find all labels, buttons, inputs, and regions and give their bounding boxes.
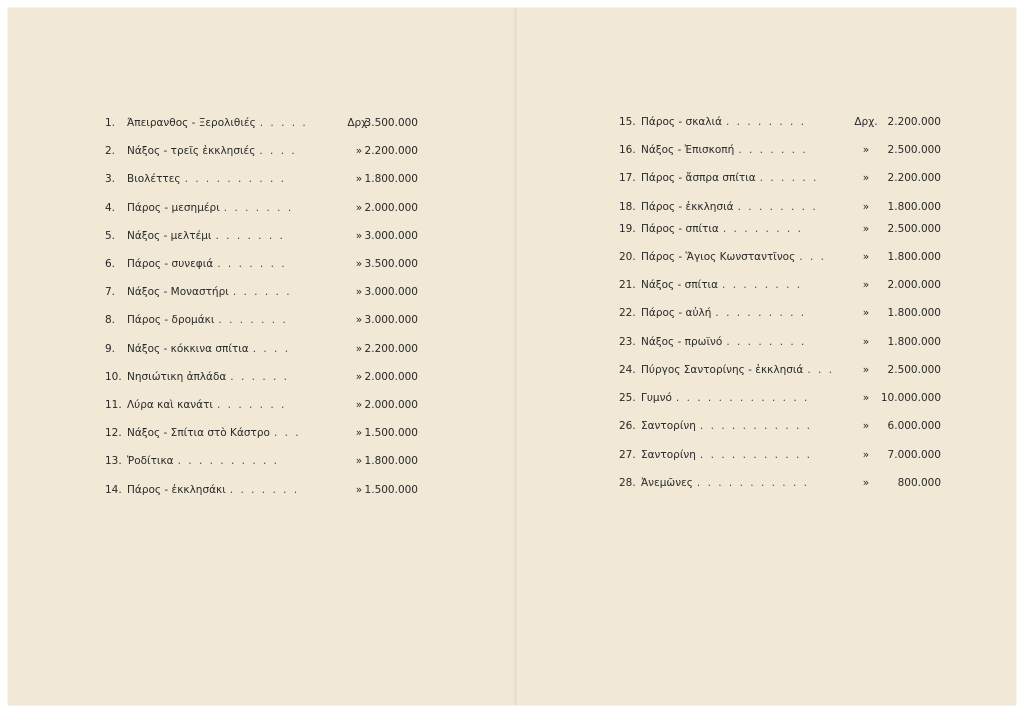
item-price: 2.500.000 — [887, 364, 941, 376]
dot-leader: . . . . . . . . — [722, 223, 803, 235]
item-price: 1.800.000 — [887, 251, 941, 263]
item-number: 2. — [105, 145, 116, 158]
item-number: 4. — [105, 201, 116, 214]
item-title — [641, 112, 806, 132]
item-price: 800.000 — [897, 477, 941, 489]
item-number: 24. — [619, 364, 636, 376]
currency-mark: » — [355, 455, 363, 468]
list-item — [105, 254, 450, 274]
item-title-text: Γυμνό — [641, 392, 672, 404]
item-title — [127, 169, 286, 189]
list-item — [105, 141, 450, 161]
item-title — [127, 480, 299, 500]
currency-mark: » — [355, 314, 363, 327]
item-title-text: Πάρος - μεσημέρι — [127, 201, 220, 214]
dot-leader: . . . . . . . . — [726, 336, 807, 348]
item-title-text: Πάρος - Ἅγιος Κωνσταντῖνος — [641, 251, 796, 263]
item-title-text: Νησιώτικη ἀπλάδα — [127, 370, 227, 383]
item-title-text: Νάξος - μελτέμι — [127, 229, 212, 242]
item-title — [127, 367, 289, 387]
currency-mark: » — [355, 342, 363, 355]
item-number: 22. — [619, 307, 636, 319]
list-item — [105, 282, 450, 302]
item-number: 9. — [105, 342, 116, 355]
item-price: 2.200.000 — [364, 342, 418, 355]
currency-mark: » — [862, 279, 870, 291]
currency-mark: » — [862, 172, 870, 184]
item-title-text: Ἀνεμῶνες — [641, 477, 693, 489]
item-title-text: Πάρος - αὐλή — [641, 307, 712, 319]
item-title-text: Νάξος - Μοναστήρι — [127, 286, 229, 299]
item-title-text: Νάξος - τρεῖς ἐκκλησιές — [127, 145, 256, 158]
item-title-text: Λύρα καὶ κανάτι — [127, 399, 213, 411]
item-price: 1.800.000 — [364, 455, 418, 468]
item-price: 2.000.000 — [364, 201, 418, 214]
item-title — [641, 388, 809, 408]
item-number: 25. — [619, 392, 636, 404]
item-price: 2.000.000 — [887, 279, 941, 291]
item-title — [127, 226, 285, 246]
item-price: 3.500.000 — [364, 117, 418, 129]
list-item — [619, 360, 964, 380]
item-price: 1.500.000 — [364, 427, 418, 440]
currency-mark: » — [862, 251, 870, 263]
dot-leader: . . . . . . . — [215, 229, 285, 242]
list-item — [619, 197, 964, 217]
item-price: 3.500.000 — [364, 258, 418, 270]
page-fold — [513, 8, 521, 705]
item-price: 2.000.000 — [364, 399, 418, 411]
currency-mark: » — [355, 145, 363, 158]
dot-leader: . . . . . . . . . . . — [699, 420, 812, 432]
item-title — [127, 395, 286, 415]
dot-leader: . . . . . . . . . . — [184, 173, 286, 186]
list-item — [619, 219, 964, 239]
item-price: 1.800.000 — [364, 173, 418, 186]
currency-mark: » — [862, 392, 870, 404]
item-price: 7.000.000 — [887, 449, 941, 461]
item-number: 13. — [105, 455, 122, 468]
item-number: 14. — [105, 483, 122, 496]
item-price: 1.800.000 — [887, 307, 941, 319]
item-number: 27. — [619, 449, 636, 461]
list-item — [619, 112, 964, 132]
item-title-text: Νάξος - σπίτια — [641, 279, 719, 291]
item-number: 23. — [619, 336, 636, 348]
item-title — [641, 140, 808, 160]
item-title-text: Σαντορίνη — [641, 420, 696, 432]
item-price: 2.500.000 — [887, 144, 941, 156]
dot-leader: . . . . . . . . . . . — [696, 477, 809, 489]
dot-leader: . . . . . . . — [223, 201, 294, 214]
list-item — [619, 247, 964, 267]
dot-leader: . . . . . . . — [218, 314, 288, 327]
currency-mark: » — [862, 307, 870, 319]
item-number: 5. — [105, 229, 116, 242]
item-price: 2.200.000 — [887, 172, 941, 184]
item-title-text: Ῥοδίτικα — [127, 455, 174, 468]
item-title-text: Νάξος - Ἐπισκοπή — [641, 144, 735, 156]
dot-leader: . . . — [807, 364, 835, 376]
currency-mark: » — [355, 483, 363, 496]
item-price: 2.200.000 — [364, 145, 418, 158]
list-item — [105, 480, 450, 500]
item-title — [641, 275, 802, 295]
list-item — [619, 303, 964, 323]
item-title — [641, 168, 818, 188]
currency-mark: » — [862, 420, 870, 432]
dot-leader: . . . . . — [259, 117, 308, 129]
list-item — [105, 198, 450, 218]
list-item — [619, 332, 964, 352]
item-number: 3. — [105, 173, 116, 186]
item-title-text: Νάξος - Σπίτια στὸ Κάστρο — [127, 427, 270, 440]
item-title-text: Άπειρανθος - Ξερολιθιές — [127, 117, 256, 129]
item-title-text: Νάξος - πρωϊνό — [641, 336, 723, 348]
item-title-text: Πάρος - σπίτια — [641, 223, 719, 235]
item-number: 28. — [619, 477, 636, 489]
item-title-text: Πάρος - ἐκκλησιά — [641, 201, 734, 213]
item-title — [127, 451, 279, 471]
item-price: 3.000.000 — [364, 314, 418, 327]
currency-mark: » — [355, 229, 363, 242]
currency-mark: Δρχ. — [347, 117, 371, 129]
list-item — [619, 388, 964, 408]
item-title — [641, 360, 834, 380]
dot-leader: . . . . — [252, 342, 291, 355]
item-number: 15. — [619, 116, 636, 128]
list-item — [105, 339, 450, 359]
item-title — [127, 423, 301, 443]
item-price: 10.000.000 — [880, 392, 941, 404]
dot-leader: . . . . . . . . . . . . . — [675, 392, 810, 404]
list-item — [105, 226, 450, 246]
list-item — [105, 113, 450, 133]
item-title — [127, 339, 290, 359]
currency-mark: » — [862, 223, 870, 235]
item-number: 8. — [105, 314, 116, 327]
item-title — [641, 416, 812, 436]
list-item — [105, 367, 450, 387]
item-number: 12. — [105, 427, 122, 440]
currency-mark: » — [355, 258, 363, 270]
dot-leader: . . . — [273, 427, 301, 440]
currency-mark: » — [862, 449, 870, 461]
list-item — [619, 445, 964, 465]
list-item — [619, 168, 964, 188]
list-item — [105, 451, 450, 471]
item-title — [641, 332, 806, 352]
dot-leader: . . . . . . — [759, 172, 819, 184]
item-number: 21. — [619, 279, 636, 291]
item-number: 7. — [105, 286, 116, 299]
item-title-text: Πάρος - ἄσπρα σπίτια — [641, 172, 756, 184]
currency-mark: » — [355, 286, 363, 299]
dot-leader: . . . . . . . — [216, 399, 287, 411]
dot-leader: . . . . . . . . . . . — [699, 449, 812, 461]
list-item — [105, 395, 450, 415]
dot-leader: . . . . . . . — [217, 258, 287, 270]
currency-mark: » — [862, 201, 870, 213]
item-title — [127, 113, 308, 133]
item-title — [127, 282, 292, 302]
item-title — [127, 310, 288, 330]
currency-mark: » — [862, 364, 870, 376]
item-price: 1.500.000 — [364, 483, 418, 496]
item-number: 10. — [105, 370, 122, 383]
item-price: 3.000.000 — [364, 229, 418, 242]
currency-mark: » — [355, 201, 363, 214]
currency-mark: » — [355, 427, 363, 440]
dot-leader: . . . . . . . . — [726, 116, 807, 128]
item-number: 20. — [619, 251, 636, 263]
item-price: 3.000.000 — [364, 286, 418, 299]
list-item — [619, 275, 964, 295]
dot-leader: . . . . — [259, 145, 297, 158]
dot-leader: . . . . . . . — [738, 144, 808, 156]
item-title-text: Πάρος - σκαλιά — [641, 116, 722, 128]
catalogue-sheet — [8, 8, 1016, 705]
currency-mark: » — [862, 477, 870, 489]
item-title-text: Πάρος - συνεφιά — [127, 258, 214, 270]
item-title — [641, 473, 809, 493]
list-item — [619, 416, 964, 436]
currency-mark: » — [355, 173, 363, 186]
right-page — [521, 8, 1016, 705]
currency-mark: Δρχ. — [854, 116, 878, 128]
item-title-text: Νάξος - κόκκινα σπίτια — [127, 342, 249, 355]
item-title — [641, 219, 803, 239]
dot-leader: . . . . . . — [232, 286, 292, 299]
dot-leader: . . . . . . . . — [737, 201, 818, 213]
item-title — [127, 141, 297, 161]
dot-leader: . . . . . . . . . . — [177, 455, 280, 468]
item-title — [641, 247, 826, 267]
item-number: 17. — [619, 172, 636, 184]
item-price: 2.500.000 — [887, 223, 941, 235]
item-price: 1.800.000 — [887, 336, 941, 348]
item-number: 16. — [619, 144, 636, 156]
item-title — [127, 198, 293, 218]
item-number: 6. — [105, 258, 116, 270]
item-number: 1. — [105, 117, 116, 129]
item-price: 2.200.000 — [887, 116, 941, 128]
dot-leader: . . . . . . . . . — [715, 307, 807, 319]
item-title-text: Πύργος Σαντορίνης - ἐκκλησιά — [641, 364, 804, 376]
currency-mark: » — [355, 399, 363, 411]
currency-mark: » — [862, 336, 870, 348]
item-title-text: Πάρος - δρομάκι — [127, 314, 215, 327]
item-title — [641, 197, 818, 217]
item-number: 18. — [619, 201, 636, 213]
currency-mark: » — [355, 370, 363, 383]
item-title-text: Βιολέττες — [127, 173, 181, 186]
list-item — [619, 140, 964, 160]
item-title — [127, 254, 287, 274]
item-price: 6.000.000 — [887, 420, 941, 432]
item-title — [641, 303, 806, 323]
item-price: 2.000.000 — [364, 370, 418, 383]
left-page — [8, 8, 513, 705]
item-number: 19. — [619, 223, 636, 235]
item-number: 26. — [619, 420, 636, 432]
dot-leader: . . . . . . . — [229, 483, 300, 496]
item-title-text: Σαντορίνη — [641, 449, 696, 461]
dot-leader: . . . . . . . . — [722, 279, 803, 291]
list-item — [105, 169, 450, 189]
dot-leader: . . . . . . — [230, 370, 290, 383]
item-title — [641, 445, 812, 465]
currency-mark: » — [862, 144, 870, 156]
list-item — [105, 423, 450, 443]
list-item — [619, 473, 964, 493]
item-title-text: Πάρος - ἐκκλησάκι — [127, 483, 226, 496]
item-number: 11. — [105, 399, 122, 411]
dot-leader: . . . — [799, 251, 826, 263]
list-item — [105, 310, 450, 330]
item-price: 1.800.000 — [887, 201, 941, 213]
